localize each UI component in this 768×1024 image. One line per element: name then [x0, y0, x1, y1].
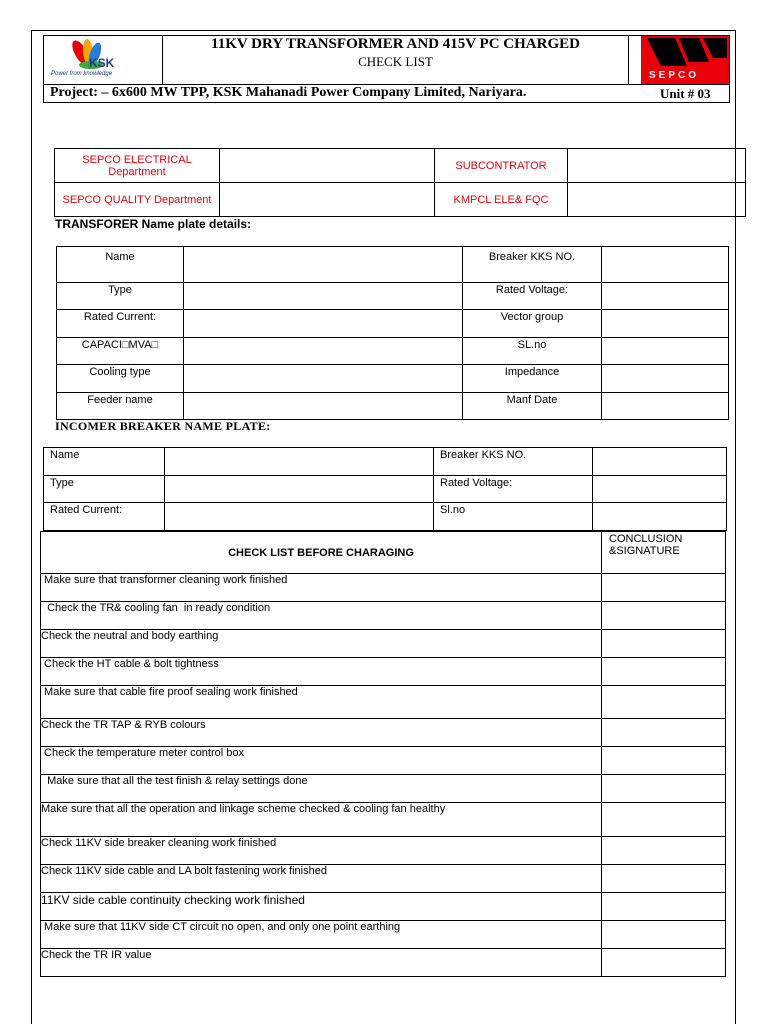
checklist-item-text: Make sure that cable fire proof sealing work finished	[41, 686, 298, 698]
field-label: Type	[50, 477, 74, 489]
nameplate-value-cell[interactable]	[184, 283, 463, 310]
signature-cell[interactable]	[602, 921, 726, 949]
incomer-label-cell	[434, 503, 593, 531]
nameplate-value-cell[interactable]	[184, 393, 463, 420]
nameplate-label-cell	[57, 365, 184, 393]
incomer-label-cell	[44, 503, 165, 531]
incomer-value-cell[interactable]	[165, 448, 434, 476]
field-label: Vector group	[500, 311, 564, 323]
checklist-item	[41, 602, 602, 630]
ksk-logo-cell	[43, 35, 163, 85]
checklist-item	[41, 865, 602, 893]
checklist-item-text: Check the TR IR value	[41, 949, 152, 961]
signature-cell[interactable]	[602, 803, 726, 837]
checklist-item-text: Make sure that 11KV side CT circuit no open, and only one point earthing	[41, 921, 401, 933]
signature-cell[interactable]	[602, 686, 726, 719]
field-label: Cooling type	[89, 366, 151, 378]
field-label: Name	[105, 251, 135, 263]
sig-left-cell	[55, 149, 220, 183]
nameplate-value-cell[interactable]	[602, 365, 729, 393]
nameplate-label-cell	[463, 310, 602, 338]
incomer-label-cell	[434, 476, 593, 503]
signature-cell[interactable]	[602, 775, 726, 803]
checklist-item	[41, 630, 602, 658]
nameplate-value-cell[interactable]	[184, 365, 463, 393]
checklist-item-text: Check the neutral and body earthing	[41, 630, 219, 642]
incomer-table	[43, 447, 727, 531]
signature-cell[interactable]	[602, 574, 726, 602]
incomer-value-cell[interactable]	[593, 476, 727, 503]
nameplate-label-cell	[463, 247, 602, 283]
nameplate-value-cell[interactable]	[602, 393, 729, 420]
checklist-item	[41, 803, 602, 837]
nameplate-value-cell[interactable]	[602, 247, 729, 283]
sig-label: SUBCONTRATOR	[455, 159, 547, 172]
nameplate-label-cell	[57, 283, 184, 310]
checklist-item	[41, 949, 602, 977]
checklist-item	[41, 775, 602, 803]
nameplate-label-cell	[463, 365, 602, 393]
sig-entry-cell[interactable]	[568, 149, 746, 183]
nameplate-table	[56, 246, 729, 420]
checklist-item-text: Check 11KV side breaker cleaning work finished	[41, 837, 277, 849]
checklist-item	[41, 747, 602, 775]
field-label: Type	[108, 284, 132, 296]
signature-cell[interactable]	[602, 719, 726, 747]
field-label: Breaker KKS NO.	[488, 251, 576, 263]
nameplate-value-cell[interactable]	[184, 338, 463, 365]
field-label: SL.no	[517, 339, 547, 351]
checklist-item-text: Make sure that transformer cleaning work finished	[41, 574, 288, 586]
checklist-item-text: Check 11KV side cable and LA bolt fastening work finished	[41, 865, 327, 877]
checklist-header	[41, 532, 602, 574]
sig-label: SEPCO QUALITY Department	[62, 193, 212, 206]
checklist-item-text: Make sure that all the operation and linkage scheme checked & cooling fan healthy	[41, 803, 446, 815]
field-label: Name	[50, 449, 80, 461]
signature-cell[interactable]	[602, 893, 726, 921]
nameplate-label-cell	[57, 393, 184, 420]
checklist-item-text: 11KV side cable continuity checking work finished	[41, 893, 305, 907]
ksk-tagline: Power from knowledge	[51, 71, 113, 77]
nameplate-label-cell	[463, 393, 602, 420]
checklist-item-text: Check the temperature meter control box	[41, 747, 244, 759]
nameplate-label-cell	[57, 338, 184, 365]
checklist-item-text: Check the TR& cooling fan in ready condition	[41, 602, 271, 614]
field-label: Sl.no	[440, 504, 466, 516]
field-label: Rated Voltage:	[440, 477, 513, 489]
field-label: CAPACI□MVA□	[81, 339, 159, 351]
incomer-value-cell[interactable]	[593, 503, 727, 531]
checklist-item-text: Check the TR TAP & RYB colours	[41, 719, 206, 731]
incomer-heading: INCOMER BREAKER NAME PLATE:	[55, 419, 271, 433]
incomer-value-cell[interactable]	[165, 503, 434, 531]
sepco-logo-text: SEPCO	[649, 70, 700, 81]
signature-cell[interactable]	[602, 865, 726, 893]
incomer-label-cell	[44, 448, 165, 476]
checklist-item	[41, 921, 602, 949]
nameplate-value-cell[interactable]	[602, 338, 729, 365]
nameplate-label-cell	[57, 310, 184, 338]
signature-cell[interactable]	[602, 658, 726, 686]
signature-cell[interactable]	[602, 837, 726, 865]
nameplate-label-cell	[463, 338, 602, 365]
sig-left-cell	[55, 183, 220, 217]
incomer-label-cell	[44, 476, 165, 503]
conclusion-header-label: CONCLUSION &SIGNATURE	[609, 533, 683, 557]
incomer-label-cell	[434, 448, 593, 476]
nameplate-value-cell[interactable]	[184, 247, 463, 283]
field-label: Rated Current:	[50, 504, 123, 516]
project-name: Project: – 6x600 MW TPP, KSK Mahanadi Power Company Limited, Nariyara.	[50, 85, 527, 100]
nameplate-label-cell	[463, 283, 602, 310]
document-subtitle: CHECK LIST	[358, 54, 433, 69]
ksk-logo-text: KSK	[89, 56, 115, 70]
signature-cell[interactable]	[602, 949, 726, 977]
sig-label: KMPCL ELE& FQC	[453, 193, 549, 206]
checklist-item-text: Make sure that all the test finish & relay settings done	[41, 775, 308, 787]
signature-cell[interactable]	[602, 602, 726, 630]
conclusion-header	[602, 532, 726, 574]
sig-right-cell	[435, 149, 568, 183]
signatories-table	[54, 148, 746, 217]
sig-entry-cell[interactable]	[568, 183, 746, 217]
unit-number: Unit # 03	[660, 86, 711, 101]
incomer-value-cell[interactable]	[165, 476, 434, 503]
field-label: Manf Date	[506, 394, 558, 406]
incomer-value-cell[interactable]	[593, 448, 727, 476]
document-title: 11KV DRY TRANSFORMER AND 415V PC CHARGED	[211, 36, 580, 52]
field-label: Breaker KKS NO.	[440, 449, 527, 461]
nameplate-label-cell	[57, 247, 184, 283]
checklist-item	[41, 837, 602, 865]
sig-entry-cell[interactable]	[220, 183, 435, 217]
checklist-table	[40, 531, 726, 977]
checklist-header-label: CHECK LIST BEFORE CHARAGING	[228, 546, 414, 559]
checklist-item	[41, 686, 602, 719]
sepco-logo-cell	[628, 35, 730, 85]
field-label: Feeder name	[87, 394, 153, 406]
field-label: Rated Voltage:	[495, 284, 569, 296]
signature-cell[interactable]	[602, 630, 726, 658]
field-label: Rated Current:	[83, 311, 157, 323]
checklist-item-text: Check the HT cable & bolt tightness	[41, 658, 219, 670]
sig-label: SEPCO ELECTRICAL Department	[82, 153, 192, 178]
nameplate-value-cell[interactable]	[602, 310, 729, 338]
checklist-item	[41, 893, 602, 921]
nameplate-value-cell[interactable]	[184, 310, 463, 338]
nameplate-value-cell[interactable]	[602, 283, 729, 310]
sig-right-cell	[435, 183, 568, 217]
checklist-item	[41, 658, 602, 686]
field-label: Impedance	[504, 366, 560, 378]
nameplate-heading: TRANSFORER Name plate details:	[55, 217, 252, 231]
checklist-item	[41, 574, 602, 602]
sig-entry-cell[interactable]	[220, 149, 435, 183]
checklist-item	[41, 719, 602, 747]
signature-cell[interactable]	[602, 747, 726, 775]
